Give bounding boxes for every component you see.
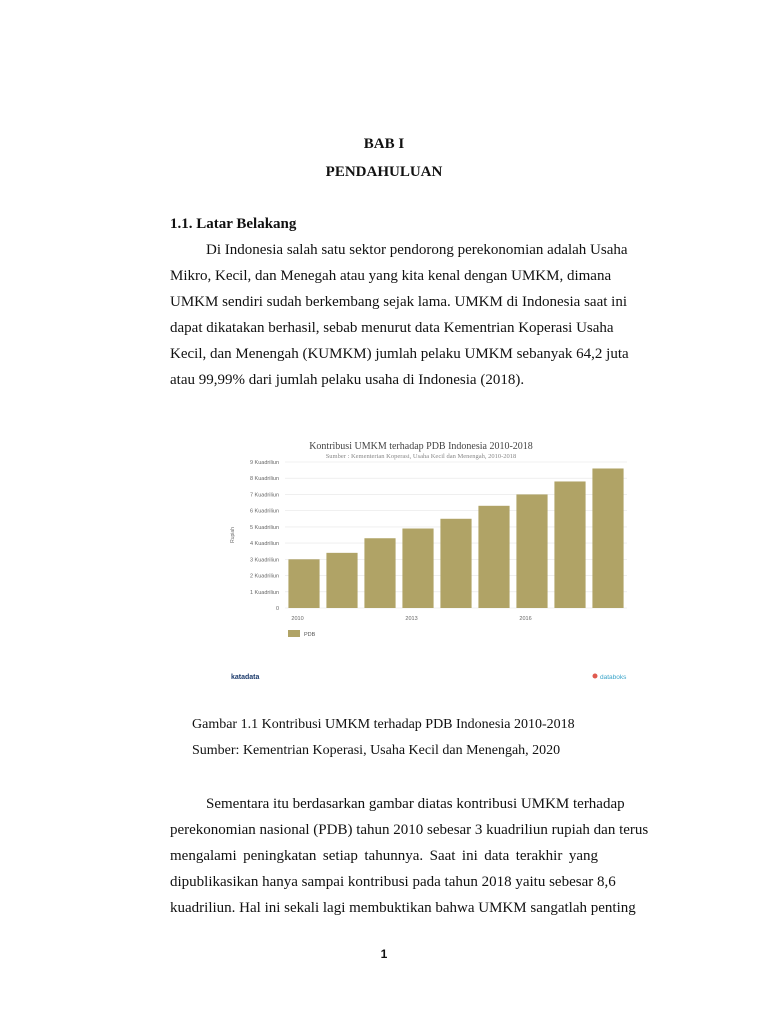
bar-2013 [402, 529, 433, 608]
paragraph-line: Mikro, Kecil, dan Menegah atau yang kita kenal dengan UMKM, dimana [170, 268, 612, 284]
paragraph-line: Sementara itu berdasarkan gambar diatas kontribusi UMKM terhadap [206, 796, 625, 812]
chapter-title: PENDAHULUAN [325, 164, 443, 180]
paragraph-line: Di Indonesia salah satu sektor pendorong perekonomian adalah Usaha [206, 242, 628, 258]
paragraph-line: atau 99,99% dari jumlah pelaku usaha di Indonesia (2018). [170, 372, 525, 388]
figure-source: Sumber: Kementrian Koperasi, Usaha Kecil dan Menengah, 2020 [192, 743, 561, 758]
bar-2010 [288, 559, 319, 608]
chart-y-axis-label: Rupiah [230, 527, 236, 543]
legend-label: PDB [304, 632, 316, 638]
legend-swatch [288, 630, 300, 637]
bar-2011 [326, 553, 357, 608]
y-tick-label: 3 Kuadriliun [249, 557, 279, 564]
page-number: 1 [380, 947, 388, 961]
y-tick-label: 4 Kuadriliun [249, 541, 279, 548]
bar-2017 [554, 481, 585, 608]
katadata-logo [231, 674, 260, 681]
paragraph-2 [170, 791, 649, 921]
bar-2016 [516, 494, 547, 608]
figure-caption: Gambar 1.1 Kontribusi UMKM terhadap PDB Indonesia 2010-2018 [192, 717, 575, 732]
chart-y-ticks [250, 460, 279, 612]
section-heading: 1.1. Latar Belakang [170, 216, 297, 232]
y-tick-label: 7 Kuadriliun [249, 492, 279, 499]
paragraph-line: Kecil, dan Menengah (KUMKM) jumlah pelaku UMKM sebanyak 64,2 juta [170, 346, 629, 362]
x-tick-label: 2013 [405, 616, 418, 622]
y-tick-label: 9 Kuadriliun [249, 460, 279, 466]
chart-title: Kontribusi UMKM terhadap PDB Indonesia 2010-2018 [309, 441, 533, 452]
y-tick-label: 0 [275, 606, 279, 612]
bar-2012 [364, 538, 395, 608]
bar-2014 [440, 519, 471, 608]
y-tick-label: 8 Kuadriliun [249, 476, 279, 483]
chart-bars [288, 468, 623, 608]
databoks-logo [593, 674, 628, 682]
paragraph-line: dapat dikatakan berhasil, sebab menurut data Kementrian Koperasi Usaha [170, 320, 614, 336]
chapter-number: BAB I [363, 136, 405, 152]
paragraph-line: kuadriliun. Hal ini sekali lagi membuktikan bahwa UMKM sangatlah penting [170, 900, 636, 916]
chart-x-ticks [291, 616, 531, 622]
paragraph-line: dipublikasikan hanya sampai kontribusi pada tahun 2018 yaitu sebesar 8,6 [170, 874, 616, 890]
paragraph-line: perekonomian nasional (PDB) tahun 2010 sebesar 3 kuadriliun rupiah dan terus [170, 822, 649, 838]
y-tick-label: 1 Kuadriliun [249, 589, 279, 596]
katadata-logo-text: katadata [231, 674, 260, 681]
x-tick-label: 2016 [519, 616, 532, 622]
paragraph-line: mengalami peningkatan setiap tahunnya. Saat ini data terakhir yang [170, 848, 598, 864]
y-tick-label: 2 Kuadriliun [249, 573, 279, 580]
y-tick-label: 5 Kuadriliun [249, 524, 279, 531]
paragraph-line: UMKM sendiri sudah berkembang sejak lama. UMKM di Indonesia saat ini [170, 294, 627, 310]
bar-2018 [592, 468, 623, 608]
chart-subtitle: Sumber : Kementerian Koperasi, Usaha Kecil dan Menengah, 2010-2018 [325, 453, 517, 460]
bar-2015 [478, 506, 509, 608]
pdb-bar-chart [215, 427, 645, 687]
databoks-logo-text: databoks [600, 674, 627, 681]
y-tick-label: 6 Kuadriliun [249, 508, 279, 515]
paragraph-1 [170, 237, 629, 393]
x-tick-label: 2010 [291, 616, 304, 622]
